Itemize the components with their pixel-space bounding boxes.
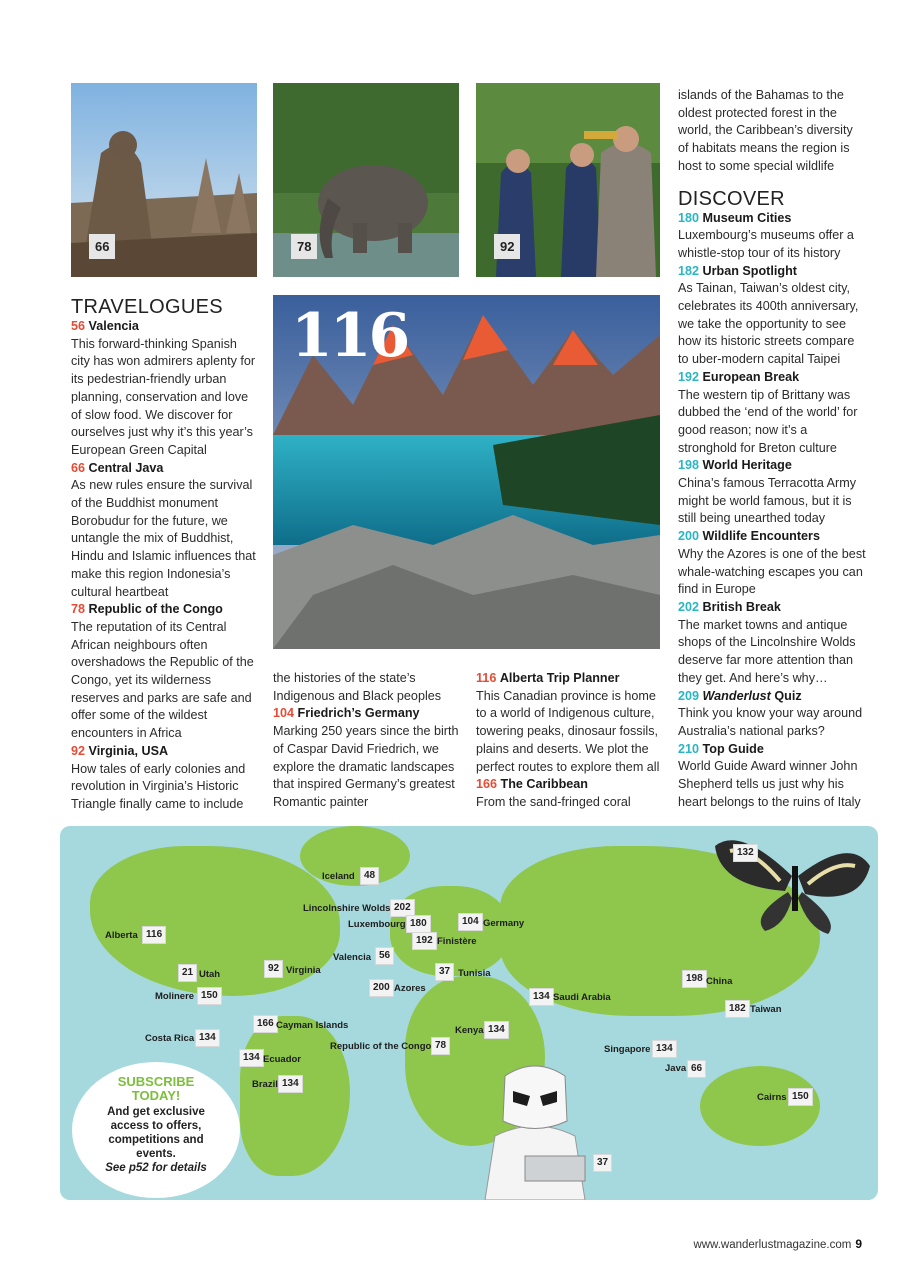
article-description: As new rules ensure the survival of the Buddhist monument Borobudur for the future, we untangle the mix of Buddhist, Hindu and Islamic influences that make this region Indonesia’s cultural heartbeat <box>71 478 256 599</box>
photo-elephant <box>273 83 459 277</box>
travelogues-column: TRAVELOGUES 56 Valencia This forward-thinking Spanish city has won admirers aplenty for its pedestrian-friendly urban planning, conservation and love of slow food. We discover for ourselves just why it’s this year’s European Green Capital 66 Central Java As new rules ensure the survival of the Buddhist monument Borobudur for the future, we untangle the mix of Buddhist, Hindu and Islamic influences that make this region Indonesia’s cultural heartbeat 78 Republic of the Congo The reputation of its Central African neighbours often overshadows the Republic of the Congo, yet its wilderness reserves and parks are safe and offer some of the wildest encounters in Africa 92 Virginia, USA How tales of early colonies and revolution in Virginia’s Historic Triangle finally came to include <box>71 296 257 814</box>
map-label: Finistère <box>437 936 477 947</box>
map-label: Utah <box>199 969 221 980</box>
map-label: Iceland <box>322 871 355 882</box>
photo-virginia-reenactment <box>476 83 660 277</box>
stormtrooper-icon <box>455 1056 615 1200</box>
map-page-badge[interactable]: 66 <box>687 1060 706 1078</box>
article-description: Marking 250 years since the birth of Caspar David Friedrich, we explore the dramatic landscapes that inspired Germany’s greatest Romantic painter <box>273 724 459 809</box>
website-url[interactable]: www.wanderlustmagazine.com <box>693 1239 852 1251</box>
section-heading-discover: DISCOVER <box>678 187 785 210</box>
map-page-badge[interactable]: 48 <box>360 867 379 885</box>
page-footer <box>693 1237 862 1251</box>
map-page-badge[interactable]: 200 <box>369 979 394 997</box>
map-page-badge[interactable]: 166 <box>253 1015 278 1033</box>
article-title[interactable]: British Break <box>702 599 781 614</box>
map-label: Saudi Arabia <box>553 992 611 1003</box>
article-title[interactable]: Museum Cities <box>702 210 792 225</box>
map-page-badge[interactable]: 37 <box>435 963 454 981</box>
greenland-landmass <box>300 826 410 886</box>
subscribe-title: SUBSCRIBE <box>117 1074 195 1089</box>
map-page-badge[interactable]: 116 <box>142 926 166 944</box>
article-title[interactable]: Central Java <box>88 460 164 475</box>
discover-column: islands of the Bahamas to the oldest protected forest in the world, the Caribbean’s diversity of habitats means the region is host to some special wildlife DISCOVER 180 Museum Cities Luxembourg’s museums offer a whistle-stop tour of its history 182 Urban Spotlight As Tainan, Taiwan’s oldest city, celebrates its 400th anniversary, we take the opportunity to see how its historic streets compare to uber-modern capital Taipei 192 European Break The western tip of Brittany was dubbed the ‘end of the world’ for good reason; now it’s a stronghold for Breton culture 198 World Heritage China’s famous Terracotta Army might be world famous, but it is still being unearthed today 200 Wildlife Encounters Why the Azores is one of the best whale-watching escapes you can find in Europe 202 British Break The market towns and antique shops of the Lincolnshire Wolds deserve far more attention than they get. And here’s why… 209 Wanderlust Quiz Think you know your way around Australia’s national parks? 210 Top Guide World Guide Award winner John Shepherd tells us just why his heart belongs to the ruins of Italy <box>678 87 866 811</box>
map-page-badge[interactable]: 92 <box>264 960 283 978</box>
map-page-badge[interactable]: 150 <box>197 987 222 1005</box>
article-description: As Tainan, Taiwan’s oldest city, celebrates its 400th anniversary, we take the opportunity to see how its historic streets compare to uber-modern capital Taipei <box>678 281 859 367</box>
map-label: Virginia <box>286 965 321 976</box>
map-page-badge[interactable]: 198 <box>682 970 707 988</box>
article-description: China’s famous Terracotta Army might be world famous, but it is still being unearthed today <box>678 476 857 526</box>
map-page-badge[interactable]: 134 <box>278 1075 303 1093</box>
article-description: The market towns and antique shops of the Lincolnshire Wolds deserve far more attention than they get. And here’s why… <box>678 617 856 685</box>
article-description: This Canadian province is home to a world of Indigenous culture, towering peaks, dinosaur fossils, plains and deserts. We plot the perfect routes to explore them all <box>476 688 660 774</box>
map-label: Luxembourg <box>348 919 406 930</box>
map-page-badge[interactable]: 192 <box>412 932 437 950</box>
map-page-badge[interactable]: 134 <box>195 1029 220 1047</box>
map-label: Azores <box>394 983 426 994</box>
world-map <box>60 826 878 1200</box>
article-description: The western tip of Brittany was dubbed the ‘end of the world’ for good reason; now it’s a stronghold for Breton culture <box>678 387 858 455</box>
map-label: Republic of the Congo <box>330 1041 432 1052</box>
map-page-badge[interactable]: 132 <box>733 844 758 862</box>
article-description: Luxembourg’s museums offer a whistle-stop tour of its history <box>678 228 854 260</box>
map-label: Java <box>665 1063 687 1074</box>
photo-page-number: 78 <box>291 234 317 259</box>
article-description: World Guide Award winner John Shepherd tells us just why his heart belongs to the ruins of Italy <box>678 759 861 809</box>
map-label: Alberta <box>105 930 138 941</box>
map-page-badge[interactable]: 78 <box>431 1037 450 1055</box>
article-title[interactable]: Republic of the Congo <box>88 602 223 617</box>
map-page-badge[interactable]: 104 <box>458 913 483 931</box>
map-page-badge[interactable]: 180 <box>406 915 431 933</box>
map-label: Lincolnshire Wolds <box>303 903 391 914</box>
article-title[interactable]: European Break <box>702 369 800 384</box>
map-label: Costa Rica <box>145 1033 195 1044</box>
article-continuation: islands of the Bahamas to the oldest protected forest in the world, the Caribbean’s diversity of habitats means the region is host to some special wildlife <box>678 88 853 173</box>
subscribe-see-page: See p52 for details <box>105 1162 207 1174</box>
section-heading-travelogues: TRAVELOGUES <box>71 296 223 318</box>
article-title[interactable]: The Caribbean <box>500 777 588 792</box>
article-description: Think you know your way around Australia’s national parks? <box>678 706 863 738</box>
map-page-badge[interactable]: 56 <box>375 947 394 965</box>
photo-page-number: 92 <box>494 234 520 259</box>
article-title[interactable]: World Heritage <box>702 458 792 473</box>
map-label: Taiwan <box>750 1004 782 1015</box>
article-title[interactable]: Wanderlust Quiz <box>702 688 802 703</box>
map-page-badge[interactable]: 182 <box>725 1000 750 1018</box>
article-title[interactable]: Alberta Trip Planner <box>499 671 620 685</box>
column-three: 116 Alberta Trip Planner This Canadian province is home to a world of Indigenous culture, towering peaks, dinosaur fossils, plains and deserts. We plot the perfect routes to explore them all 166 The Caribbean From the sand-fringed coral <box>476 670 664 812</box>
column-two: the histories of the state’s Indigenous and Black peoples 104 Friedrich’s Germany Marking 250 years since the birth of Caspar David Friedrich, we explore the dramatic landscapes that inspired Germany’s greatest Romantic painter <box>273 670 459 812</box>
butterfly-icon <box>710 826 875 936</box>
article-description: This forward-thinking Spanish city has won admirers aplenty for its pedestrian-friendly urban planning, conservation and love of slow food. We discover for ourselves just why it’s this year’s European Green Capital <box>71 336 256 457</box>
map-page-badge[interactable]: 21 <box>178 964 197 982</box>
map-label: Molinere <box>155 991 195 1002</box>
article-description: Why the Azores is one of the best whale-watching escapes you can find in Europe <box>678 546 866 597</box>
map-label: Singapore <box>604 1044 651 1055</box>
photo-moraine-lake <box>273 295 660 649</box>
photo-borobudur <box>71 83 257 277</box>
map-page-badge[interactable]: 37 <box>593 1154 612 1172</box>
subscribe-circle[interactable] <box>72 1062 240 1198</box>
map-page-badge[interactable]: 150 <box>788 1088 813 1106</box>
map-label: China <box>706 976 733 987</box>
hero-page-number: 116 <box>291 301 408 371</box>
map-label: Cayman Islands <box>276 1020 349 1031</box>
article-title[interactable]: Friedrich’s Germany <box>297 706 420 721</box>
map-label: Tunisia <box>458 968 491 979</box>
south-america-landmass <box>240 1016 350 1176</box>
article-description: From the sand-fringed coral <box>476 794 631 809</box>
map-page-badge[interactable]: 134 <box>652 1040 677 1058</box>
article-description: How tales of early colonies and revolution in Virginia’s Historic Triangle finally came to include <box>71 761 246 811</box>
map-page-badge[interactable]: 202 <box>390 899 415 917</box>
subscribe-title-line2: TODAY! <box>131 1088 181 1103</box>
article-title[interactable]: Top Guide <box>702 741 764 756</box>
map-label: Ecuador <box>263 1054 302 1065</box>
article-title[interactable]: Wildlife Encounters <box>702 529 820 544</box>
map-label: Kenya <box>455 1025 484 1036</box>
map-label: Brazil <box>252 1079 278 1090</box>
article-continuation: the histories of the state’s Indigenous and Black peoples <box>273 671 442 703</box>
map-page-badge[interactable]: 134 <box>529 988 554 1006</box>
article-description: The reputation of its Central African neighbours often overshadows the Republic of the Congo, yet its wilderness reserves and parks are safe and offer some of the wildest encounters in Africa <box>71 619 254 741</box>
article-title[interactable]: Virginia, USA <box>88 743 169 758</box>
article-title[interactable]: Valencia <box>88 319 139 333</box>
map-label: Valencia <box>333 952 372 963</box>
australia-landmass <box>700 1066 820 1146</box>
map-label: Cairns <box>757 1092 787 1103</box>
map-page-badge[interactable]: 134 <box>239 1049 264 1067</box>
map-label: Germany <box>483 918 525 929</box>
map-page-badge[interactable]: 134 <box>484 1021 509 1039</box>
photo-page-number: 66 <box>89 234 115 259</box>
page-number: 9 <box>855 1237 862 1251</box>
article-title[interactable]: Urban Spotlight <box>702 263 797 278</box>
subscribe-body: And get exclusive access to offers, competitions and events. <box>107 1106 205 1160</box>
